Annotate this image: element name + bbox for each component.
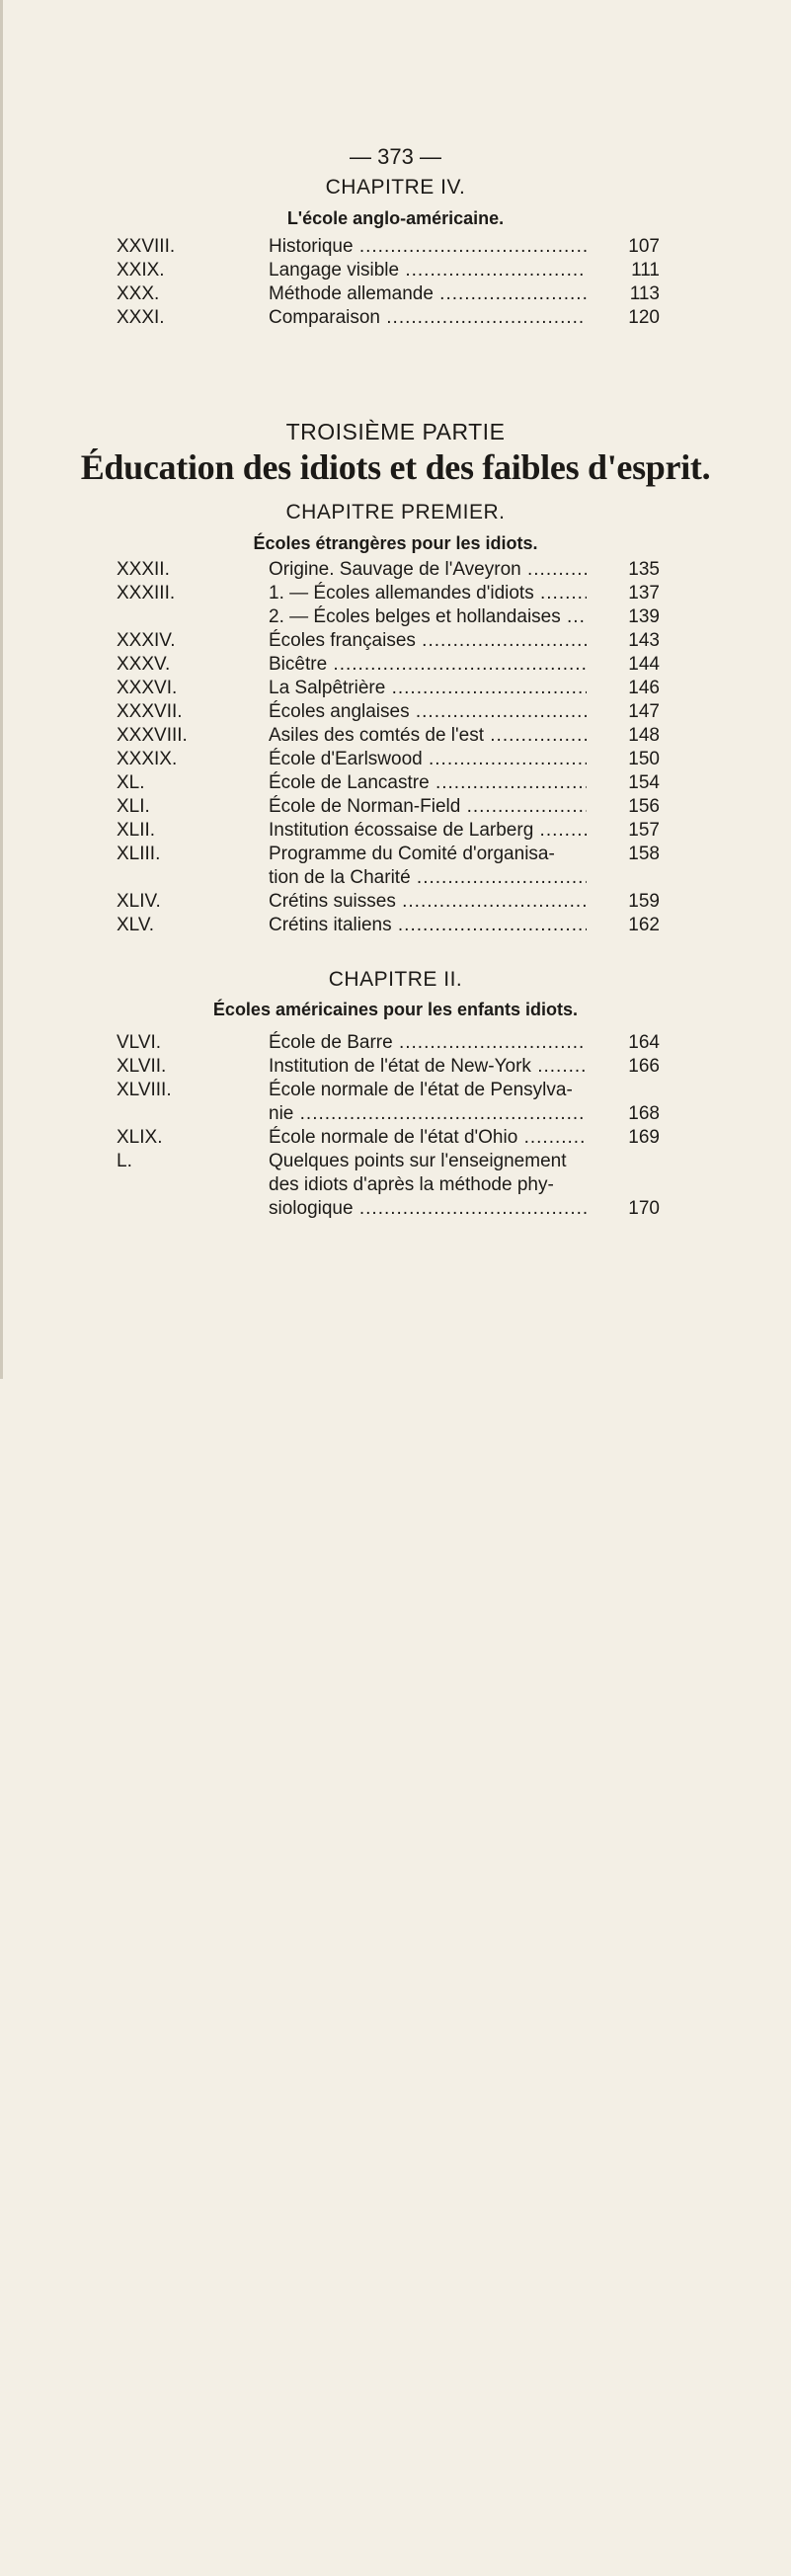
entry-page: 159	[628, 891, 660, 912]
chapter-premier-subtitle: Écoles étrangères pour les idiots.	[253, 533, 538, 553]
page-number: — 373 —	[350, 144, 441, 169]
entry-title: 1. — Écoles allemandes d'idiots .....	[269, 582, 587, 605]
entry-number: XXXVII.	[117, 701, 183, 722]
toc-entry	[0, 866, 791, 890]
toc-entry	[0, 795, 791, 819]
entry-title: École de Barre .....	[269, 1031, 587, 1055]
toc-entry	[0, 843, 791, 866]
entry-number: XXVIII.	[117, 236, 176, 257]
entry-page: 158	[628, 844, 660, 864]
toc-entry	[0, 1102, 791, 1126]
entry-page: 137	[628, 583, 660, 604]
entry-number: XLVII.	[117, 1056, 167, 1077]
entry-number: XL.	[117, 772, 145, 793]
chapter-iv-title: CHAPITRE IV.	[325, 176, 466, 199]
toc-entry	[0, 1197, 791, 1221]
entry-title: Institution écossaise de Larberg .....	[269, 819, 587, 843]
entry-title: École d'Earlswood .....	[269, 748, 587, 771]
entry-page: 111	[631, 260, 660, 281]
entry-page: 146	[628, 678, 660, 698]
toc-entry	[0, 748, 791, 771]
toc-entry	[0, 582, 791, 605]
entry-title: Institution de l'état de New-York .....	[269, 1055, 587, 1079]
toc-entry	[0, 1031, 791, 1055]
entry-page: 143	[628, 630, 660, 651]
entry-page: 148	[628, 725, 660, 746]
entry-title: Écoles anglaises .....	[269, 700, 587, 724]
toc-entry	[0, 653, 791, 677]
entry-page: 113	[629, 283, 660, 304]
entry-title: des idiots d'après la méthode phy-	[269, 1174, 554, 1195]
entry-title: Comparaison .....	[269, 306, 587, 330]
entry-title: École normale de l'état de Pensylva-	[269, 1080, 573, 1100]
entry-page: 156	[628, 796, 660, 817]
entry-page: 166	[628, 1056, 660, 1077]
entry-number: XLVIII.	[117, 1080, 172, 1100]
entry-page: 154	[628, 772, 660, 793]
entry-page: 107	[628, 236, 660, 257]
entry-number: XXXIX.	[117, 749, 178, 769]
entry-number: VLVI.	[117, 1032, 162, 1053]
entry-page: 147	[628, 701, 660, 722]
entry-number: XXXII.	[117, 559, 170, 580]
entry-number: XXIX.	[117, 260, 165, 281]
entry-title: École de Lancastre .....	[269, 771, 587, 795]
entry-number: XXXIII.	[117, 583, 176, 604]
toc-entry	[0, 558, 791, 582]
entry-title: siologique .....	[269, 1197, 587, 1221]
entry-number: XLII.	[117, 820, 156, 841]
entry-title: Quelques points sur l'enseignement	[269, 1151, 567, 1171]
toc-entry	[0, 1055, 791, 1079]
entry-number: L.	[117, 1151, 132, 1171]
entry-title: École de Norman-Field .....	[269, 795, 587, 819]
toc-entry	[0, 306, 791, 330]
chapter-premier-title: CHAPITRE PREMIER.	[285, 501, 506, 523]
entry-number: XXXI.	[117, 307, 165, 328]
entry-title: Méthode allemande .....	[269, 282, 587, 306]
entry-title: Origine. Sauvage de l'Aveyron .....	[269, 558, 587, 582]
entry-title: École normale de l'état d'Ohio .....	[269, 1126, 587, 1150]
toc-entry	[0, 700, 791, 724]
entry-title: Écoles françaises .....	[269, 629, 587, 653]
entry-number: XXX.	[117, 283, 160, 304]
entry-title: Crétins suisses .....	[269, 890, 587, 914]
entry-number: XXXVI.	[117, 678, 178, 698]
entry-page: 157	[628, 820, 660, 841]
part-title: TROISIÈME PARTIE	[285, 419, 506, 444]
part-subtitle: Éducation des idiots et des faibles d'esprit.	[80, 447, 711, 487]
toc-entry	[0, 771, 791, 795]
entry-page: 139	[628, 606, 660, 627]
entry-title: Programme du Comité d'organisa-	[269, 844, 555, 864]
chapter-iv-subtitle: L'école anglo-américaine.	[286, 208, 505, 228]
entry-page: 120	[628, 307, 660, 328]
entry-page: 169	[628, 1127, 660, 1148]
toc-entry	[0, 259, 791, 282]
entry-number: XLI.	[117, 796, 150, 817]
entry-number: XLIV.	[117, 891, 161, 912]
entry-page: 150	[628, 749, 660, 769]
toc-entry	[0, 282, 791, 306]
toc-entry	[0, 605, 791, 629]
toc-entry	[0, 819, 791, 843]
entry-title: Langage visible .....	[269, 259, 587, 282]
toc-entry	[0, 914, 791, 937]
toc-entry	[0, 1173, 791, 1197]
entry-title: Historique .....	[269, 235, 587, 259]
entry-title: nie .....	[269, 1102, 587, 1126]
entry-title: Asiles des comtés de l'est .....	[269, 724, 587, 748]
toc-entry	[0, 1079, 791, 1102]
entry-number: XXXVIII.	[117, 725, 188, 746]
entry-page: 168	[628, 1103, 660, 1124]
chapter-ii-subtitle: Écoles américaines pour les enfants idiots.	[212, 1000, 579, 1019]
toc-entry	[0, 235, 791, 259]
chapter-ii-title: CHAPITRE II.	[328, 968, 463, 991]
toc-entry	[0, 629, 791, 653]
entry-number: XLIX.	[117, 1127, 163, 1148]
toc-entry	[0, 1126, 791, 1150]
entry-number: XXXV.	[117, 654, 171, 675]
toc-entry	[0, 890, 791, 914]
entry-title: tion de la Charité .....	[269, 866, 587, 890]
entry-number: XXXIV.	[117, 630, 176, 651]
entry-number: XLV.	[117, 915, 155, 935]
entry-page: 162	[628, 915, 660, 935]
toc-entry	[0, 677, 791, 700]
entry-page: 170	[628, 1198, 660, 1219]
entry-page: 144	[628, 654, 660, 675]
toc-entry	[0, 724, 791, 748]
entry-page: 164	[628, 1032, 660, 1053]
entry-title: 2. — Écoles belges et hollandaises .....	[269, 605, 587, 629]
entry-title: Crétins italiens .....	[269, 914, 587, 937]
entry-number: XLIII.	[117, 844, 161, 864]
entry-title: La Salpêtrière .....	[269, 677, 587, 700]
toc-entry	[0, 1150, 791, 1173]
entry-page: 135	[628, 559, 660, 580]
entry-title: Bicêtre .....	[269, 653, 587, 677]
